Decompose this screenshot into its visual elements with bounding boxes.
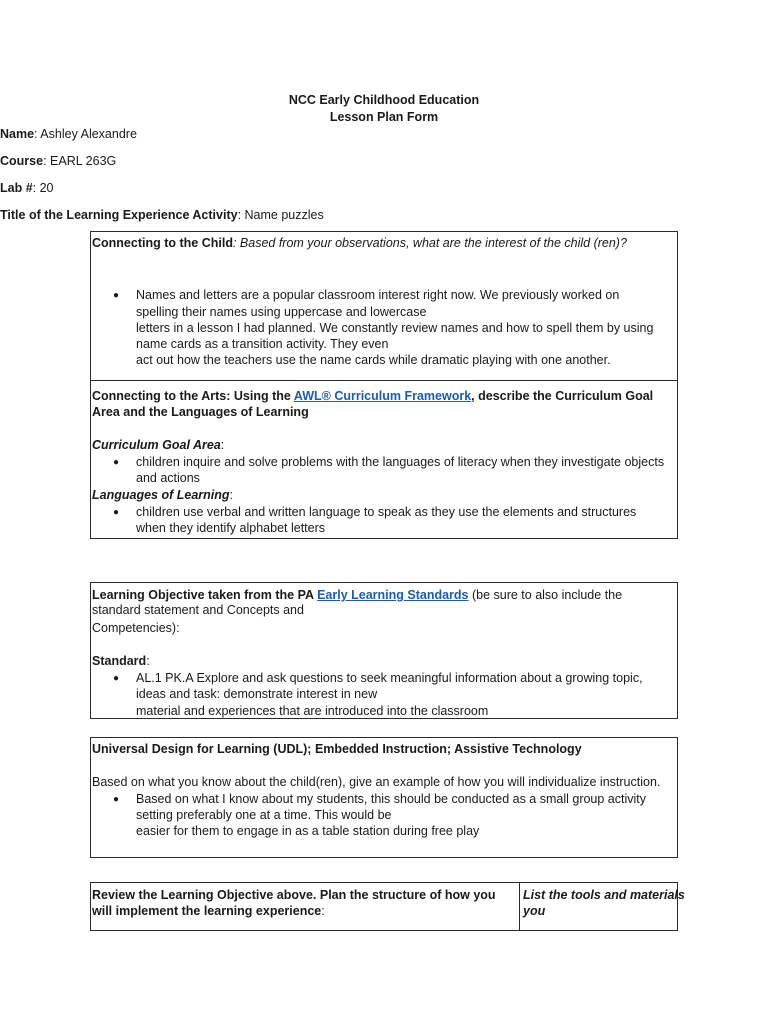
child-bullet-line: act out how the teachers use the name cards while dramatic playing with one another. <box>136 353 611 367</box>
languages-heading: Languages of Learning <box>92 488 230 502</box>
review-right-line1: List the tools and materials <box>523 888 685 902</box>
learning-objective-heading-line: Learning Objective taken from the PA Early Learning Standards (be sure to also include the <box>92 588 623 602</box>
lab-value: : 20 <box>32 181 54 195</box>
languages-line: children use verbal and written language to speak as they use the elements and structures <box>136 505 637 519</box>
name-label: Name <box>0 127 35 141</box>
activity-title-label: Title of the Learning Experience Activity <box>0 208 238 222</box>
bullet-icon: ● <box>113 290 120 301</box>
child-bullet-line: letters in a lesson I had planned. We constantly review names and how to spell them by using <box>136 321 654 335</box>
lab-label: Lab # <box>0 181 33 195</box>
standard-heading-line: Standard: <box>92 654 150 668</box>
connecting-child-heading: Connecting to the Child <box>92 236 233 250</box>
lab-field <box>0 180 54 196</box>
child-bullet-line: spelling their names using uppercase and lowercase <box>136 305 427 319</box>
udl-bullet-line: setting preferably one at a time. This would be <box>136 808 392 822</box>
standard-line: AL.1 PK.A Explore and ask questions to seek meaningful information about a growing topic, <box>136 671 643 685</box>
name-field <box>0 126 137 142</box>
connecting-arts-heading: Connecting to the Arts <box>92 389 227 403</box>
udl-prompt: Based on what you know about the child(ren), give an example of how you will individualize instruction. <box>92 775 661 789</box>
early-learning-standards-link[interactable]: Early Learning Standards <box>317 588 469 602</box>
learning-objective-heading: Learning Objective taken from the PA <box>92 588 318 602</box>
udl-bullet-line: easier for them to engage in as a table station during free play <box>136 824 480 838</box>
review-right-line2: you <box>523 904 546 918</box>
standard-line: ideas and task: demonstrate interest in new <box>136 687 378 701</box>
review-box <box>90 882 685 931</box>
activity-title-field <box>0 207 324 223</box>
name-value: : Ashley Alexandre <box>34 127 137 141</box>
bullet-icon: ● <box>113 457 120 468</box>
objective-line3: Competencies): <box>92 621 180 635</box>
child-bullet-line: name cards as a transition activity. They even <box>136 337 389 351</box>
review-left-line1: Review the Learning Objective above. Plan the structure of how you <box>92 888 496 902</box>
goal-area-heading-line: Curriculum Goal Area: <box>92 438 225 452</box>
bullet-icon: ● <box>113 507 120 518</box>
objective-line2: standard statement and Concepts and <box>92 603 304 617</box>
connecting-arts-box <box>90 381 678 539</box>
standard-line: material and experiences that are introduced into the classroom <box>136 704 489 718</box>
bullet-icon: ● <box>113 794 120 805</box>
form-subtitle: Lesson Plan Form <box>329 110 439 124</box>
udl-bullet-line: Based on what I know about my students, this should be conducted as a small group activity <box>136 792 647 806</box>
connecting-child-box <box>90 231 678 381</box>
connecting-child-heading-line <box>92 235 627 251</box>
course-field <box>0 153 116 169</box>
awl-framework-link[interactable]: AWL® Curriculum Framework <box>293 389 472 403</box>
learning-objective-box <box>90 582 678 719</box>
goal-line: and actions <box>136 471 200 485</box>
udl-box <box>90 737 678 858</box>
activity-title-value: : Name puzzles <box>237 208 324 222</box>
languages-heading-line: Languages of Learning: <box>92 488 233 502</box>
languages-line: when they identify alphabet letters <box>136 521 326 535</box>
form-title: NCC Early Childhood Education <box>288 93 480 107</box>
goal-line: children inquire and solve problems with the languages of literacy when they investigate objects <box>136 455 665 469</box>
course-label: Course <box>0 154 44 168</box>
connecting-child-prompt: : Based from your observations, what are the interest of the child (ren)? <box>232 236 627 250</box>
review-left-line2: will implement the learning experience: <box>92 904 325 918</box>
child-bullet-line: Names and letters are a popular classroom interest right now. We previously worked on <box>136 288 620 302</box>
bullet-icon: ● <box>113 673 120 684</box>
connecting-arts-heading-line2: Area and the Languages of Learning <box>92 405 309 419</box>
udl-heading: Universal Design for Learning (UDL); Embedded Instruction; Assistive Technology <box>92 742 582 756</box>
goal-area-heading: Curriculum Goal Area <box>92 438 221 452</box>
standard-heading: Standard <box>92 654 147 668</box>
connecting-arts-heading-line: Connecting to the Arts: Using the AWL® Curriculum Framework, describe the Curriculum Goal <box>92 389 654 403</box>
course-value: : EARL 263G <box>43 154 117 168</box>
column-divider <box>519 883 520 930</box>
